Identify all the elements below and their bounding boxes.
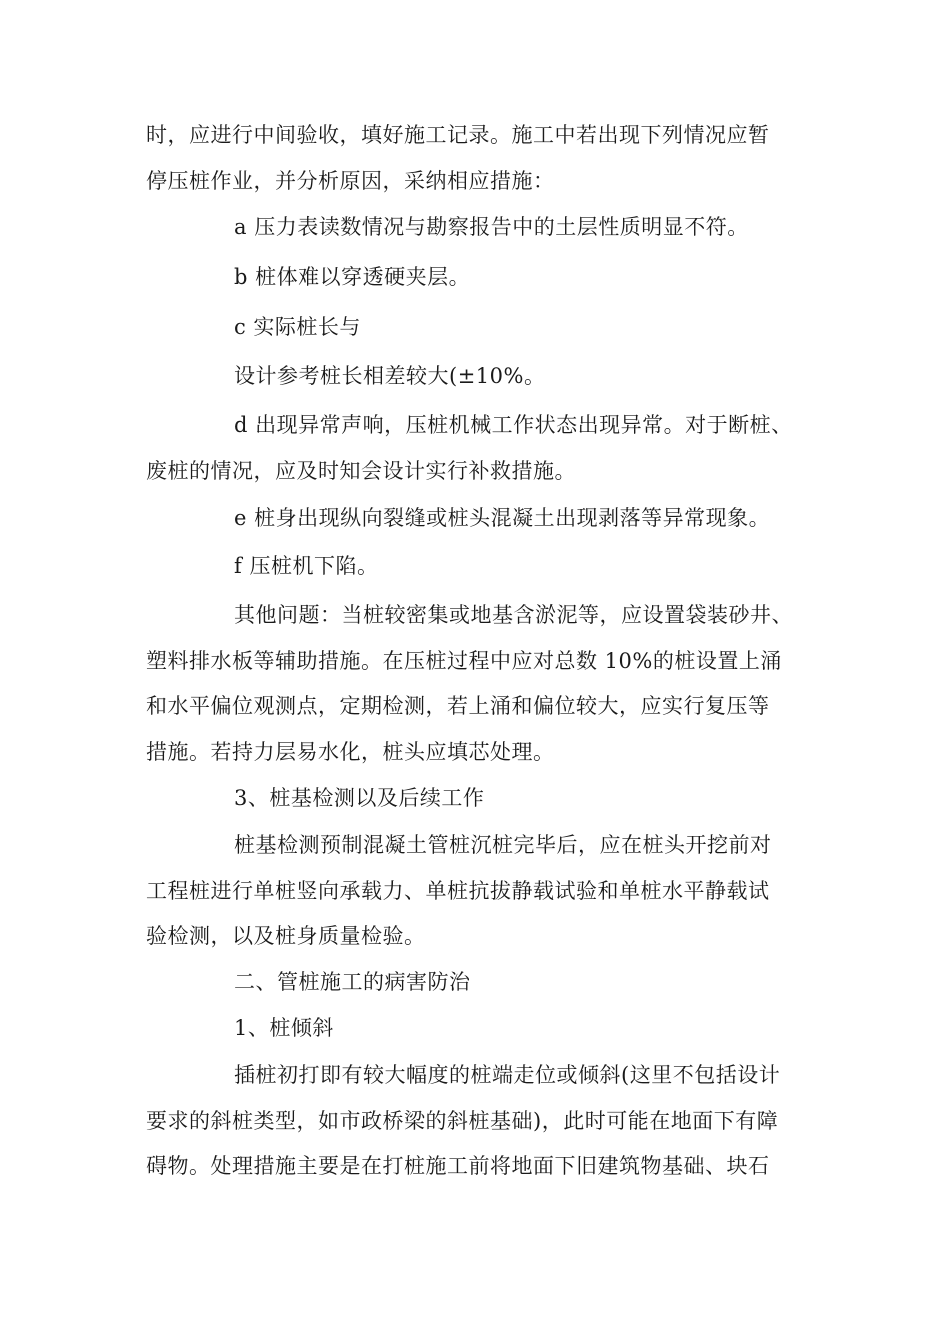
list-item-f: f 压桩机下陷。 (234, 554, 379, 578)
paragraph-pile-testing: 桩基检测预制混凝土管桩沉桩完毕后，应在桩头开挖前对 (234, 833, 772, 857)
list-item-a: a 压力表读数情况与勘察报告中的土层性质明显不符。 (234, 215, 749, 239)
list-item-e: e 桩身出现纵向裂缝或桩头混凝土出现剥落等异常现象。 (234, 506, 771, 530)
text-line: 设计参考桩长相差较大(±10%。 (234, 364, 546, 388)
text-line: 时，应进行中间验收，填好施工记录。施工中若出现下列情况应暂 (146, 123, 770, 147)
text-line: 塑料排水板等辅助措施。在压桩过程中应对总数 10%的桩设置上涌 (146, 649, 782, 673)
text-line: 工程桩进行单桩竖向承载力、单桩抗拔静载试验和单桩水平静载试 (146, 879, 770, 903)
text-line: 废桩的情况，应及时知会设计实行补救措施。 (146, 459, 576, 483)
text-line: 验检测，以及桩身质量检验。 (146, 924, 426, 948)
section-heading: 1、桩倾斜 (234, 1016, 334, 1040)
chapter-heading: 二、管桩施工的病害防治 (234, 970, 471, 994)
list-item-c: c 实际桩长与 (234, 315, 361, 339)
list-item-b: b 桩体难以穿透硬夹层。 (234, 265, 471, 289)
list-item-d: d 出现异常声响，压桩机械工作状态出现异常。对于断桩、 (234, 413, 793, 437)
text-line: 要求的斜桩类型，如市政桥梁的斜桩基础)，此时可能在地面下有障 (146, 1109, 779, 1133)
text-line: 停压桩作业，并分析原因，采纳相应措施： (146, 169, 555, 193)
paragraph-pile-tilt: 插桩初打即有较大幅度的桩端走位或倾斜(这里不包括设计 (234, 1063, 781, 1087)
text-line: 和水平偏位观测点，定期检测，若上涌和偏位较大，应实行复压等 (146, 694, 770, 718)
text-line: 碍物。处理措施主要是在打桩施工前将地面下旧建筑物基础、块石 (146, 1154, 770, 1178)
section-heading: 3、桩基检测以及后续工作 (234, 786, 485, 810)
text-line: 措施。若持力层易水化，桩头应填芯处理。 (146, 740, 555, 764)
paragraph-other-issues: 其他问题：当桩较密集或地基含淤泥等，应设置袋装砂井、 (234, 603, 793, 627)
